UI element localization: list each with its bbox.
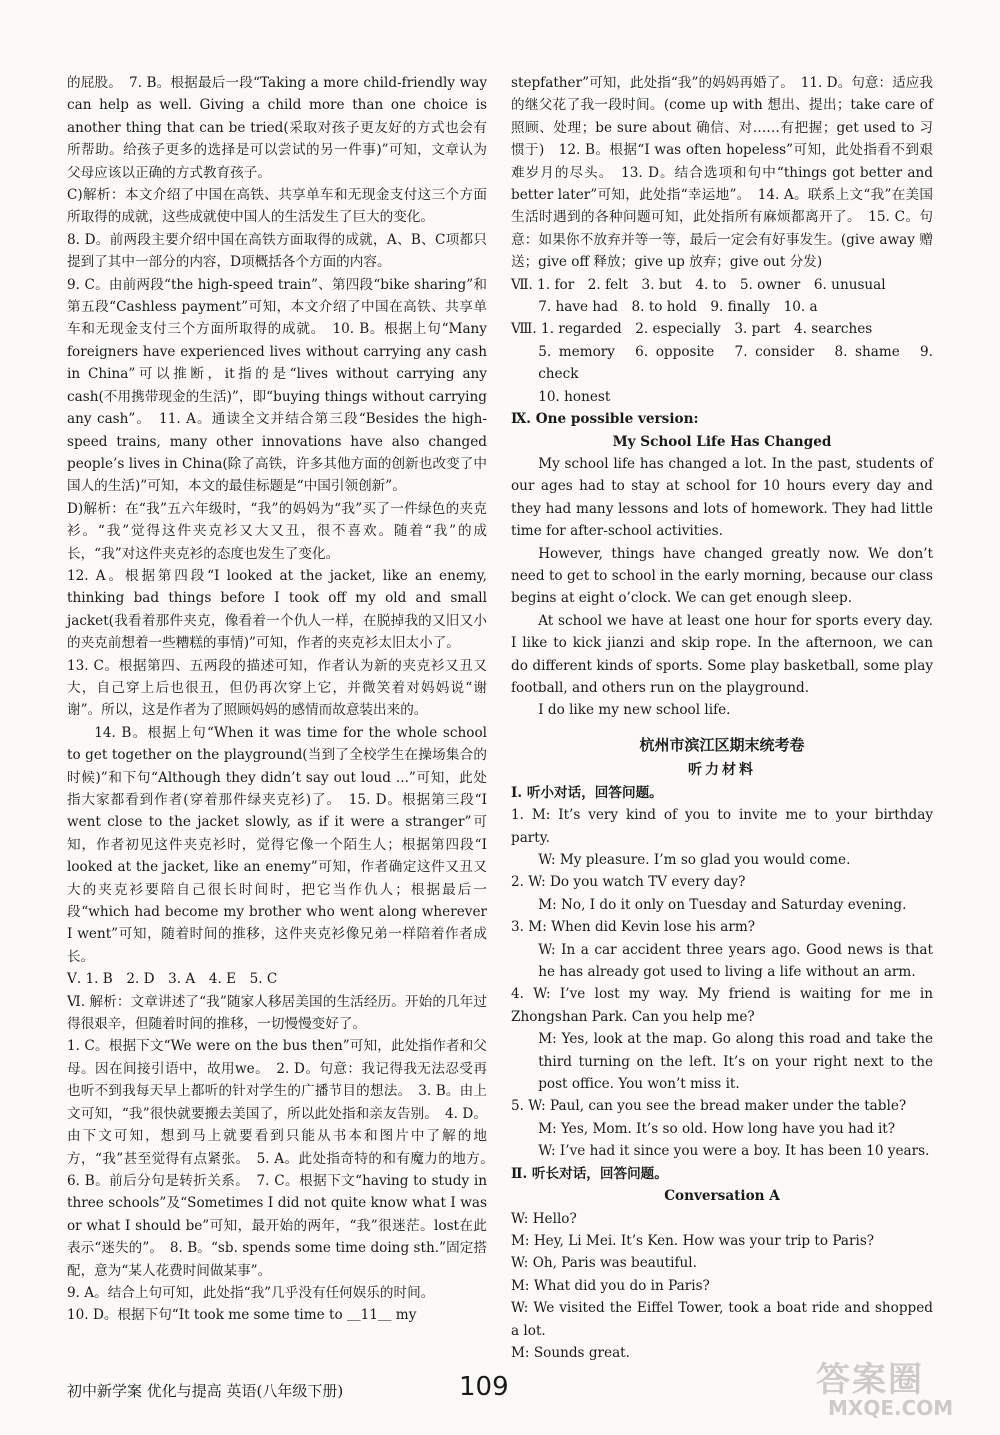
right-paragraph: 10. honest xyxy=(538,388,611,405)
book-title: 初中新学案 优化与提高 英语(八年级下册) xyxy=(67,1382,344,1400)
right-paragraph: W: Oh, Paris was beautiful. xyxy=(511,1255,697,1272)
left-paragraph: 的屁股。 7. B。根据最后一段“Taking a more child-friendly way can help as well. Giving a child more than one choice is another thing that can be tried(采取对孩子更友好的方式也会有所帮助。给孩子更多的选择是可以尝试的另一件事)”可知，文章认为父母应该以正确的方式教育孩子。 xyxy=(67,75,487,181)
watermark-text: 答案圈 xyxy=(816,1360,924,1400)
right-paragraph: 1. M: It’s very kind of you to invite me to your birthday party. xyxy=(511,807,933,846)
left-paragraph: 1. C。根据下文“We were on the bus then”可知，此处指作者和父母。因在间接引语中，故用we。 2. D。句意：我记得我无法忍受再也听不到我每天早上都听的针对学生的广播节目的想法。 3. B。由上文可知，“我”很快就要搬去美国了，所以此处指和亲友告别。 4. D。由下文可知，想到马上就要看到只能从书本和图片中了解的地方，“我”甚至觉得有点紧张。 5. A。此处指奇特的和有魔力的地方。 6. B。前后分句是转折关系。 7. C。根据下文“having to study in three schools”及“Sometimes I did not quite know what I was or what I should be”可知，最开始的两年，“我”很迷茫。lost在此表示“迷失的”。 8. B。“sb. spends some time doing sth.”固定搭配，意为“某人花费时间做某事”。 xyxy=(67,1038,501,1279)
left-paragraph: 13. C。根据第四、五两段的描述可知，作者认为新的夹克衫又丑又大，自己穿上后也很丑，但仍再次穿上它，并微笑着对妈妈说“谢谢”。所以，这是作者为了照顾妈妈的感情而故意装出来的。 xyxy=(67,657,487,719)
right-paragraph: My School Life Has Changed xyxy=(612,433,832,450)
right-paragraph: M: Sounds great. xyxy=(511,1344,630,1361)
watermark-logo xyxy=(808,1352,954,1422)
right-paragraph: Ⅸ. One possible version: xyxy=(511,411,699,428)
left-column xyxy=(67,72,501,1327)
right-paragraph: Ⅰ. 听小对话，回答问题。 xyxy=(511,784,663,801)
left-paragraph: Ⅴ. 1. B 2. D 3. A 4. E 5. C xyxy=(67,971,278,988)
right-paragraph: 2. W: Do you watch TV every day? xyxy=(511,874,746,891)
page-number: 109 xyxy=(459,1372,509,1402)
left-paragraph: 14. B。根据上句“When it was time for the whole school to get together on the playground(当到了全校学生在操场集合的时候)”和下句“Although they didn’t say out loud ...”可知，此处指大家都看到作者(穿着那件绿夹克衫)了。 15. D。根据第三段“I went close to the jacket slowly, as if it were a stranger”可知，作者初见这件夹克衫时，觉得它像一个陌生人；根据第四段“I looked at the jacket, like an enemy”可知，作者确定这件又丑又大的夹克衫要陪自己很长时间时，把它当作仇人；根据最后一段“which had become my brother who went along wherever I went”可知，随着时间的推移，这件夹克衫像兄弟一样陪着作者成长。 xyxy=(67,724,487,965)
right-paragraph: 4. W: I’ve lost my way. My friend is waiting for me in Zhongshan Park. Can you help me? xyxy=(511,986,933,1025)
right-paragraph: M: What did you do in Paris? xyxy=(511,1277,710,1294)
right-paragraph: W: Hello? xyxy=(511,1210,577,1227)
right-paragraph: W: I’ve had it since you were a boy. It has been 10 years. xyxy=(538,1143,930,1160)
right-paragraph: 3. M: When did Kevin lose his arm? xyxy=(511,919,756,936)
right-paragraph: W: We visited the Eiffel Tower, took a boat ride and shopped a lot. xyxy=(511,1300,933,1339)
right-paragraph: M: No, I do it only on Tuesday and Saturday evening. xyxy=(538,896,907,913)
right-paragraph: Ⅶ. 1. for 2. felt 3. but 4. to 5. owner 6. unusual xyxy=(511,276,886,293)
page-footer xyxy=(67,1372,937,1408)
right-paragraph: M: Hey, Li Mei. It’s Ken. How was your trip to Paris? xyxy=(511,1232,875,1249)
right-paragraph: Ⅷ. 1. regarded 2. especially 3. part 4. searches xyxy=(511,321,873,338)
left-paragraph: 9. A。结合上句可知，此处指“我”几乎没有任何娱乐的时间。 xyxy=(67,1284,435,1301)
left-paragraph: 8. D。前两段主要介绍中国在高铁方面取得的成就，A、B、C项都只提到了其中一部分的内容，D项概括各个方面的内容。 xyxy=(67,231,487,271)
right-paragraph: 听力材料 xyxy=(688,761,756,778)
left-paragraph: 9. C。由前两段“the high-speed train”、第四段“bike sharing”和第五段“Cashless payment”可知，本文介绍了中国在高铁、共享单车和无现金支付三个方面所取得的成就。 10. B。根据上句“Many foreigners have experienced lives without carrying any cash in China”可以推断，it指的是“lives without carrying any cash(不用携带现金的生活)”，即“buying things without carrying any cash”。 11. A。通读全文并结合第三段“Besides the high-speed trains, many other innovations have also changed people’s lives in China(除了高铁，许多其他方面的创新也改变了中国人的生活)”可知，本文的最佳标题是“中国引领创新”。 xyxy=(67,276,487,495)
right-paragraph: 7. have had 8. to hold 9. finally 10. a xyxy=(538,299,818,316)
right-paragraph: My school life has changed a lot. In the past, students of our ages had to stay at school for 10 hours every day and they had many lessons and lots of homework. They had little time for after-school activities. xyxy=(511,455,933,540)
right-paragraph: 5. W: Paul, can you see the bread maker under the table? xyxy=(511,1098,907,1115)
right-paragraph: stepfather”可知，此处指“我”的妈妈再婚了。 11. D。句意：适应我的继父花了我一段时间。(come up with 想出、提出；take care of 照顾、处理；be sure about 确信、对……有把握；get used to 习惯于) 12. B。根据“I was often hopeless”可知，此处指看不到艰难岁月的尽头。 13. D。结合选项和句中“things got better and better later”可知，此处指“幸运地”。 14. A。联系上文“我”在美国生活时遇到的各种问题可知，此处指所有麻烦都离开了。 15. C。句意：如果你不放弃并等一等，最后一定会有好事发生。(give away 赠送；give off 释放；give up 放弃；give out 分发) xyxy=(511,75,933,271)
left-paragraph: Ⅵ. 解析：文章讲述了“我”随家人移居美国的生活经历。开始的几年过得很艰辛，但随着时间的推移，一切慢慢变好了。 xyxy=(67,993,487,1033)
right-paragraph: 5. memory 6. opposite 7. consider 8. shame 9. check xyxy=(538,343,933,383)
right-paragraph: However, things have changed greatly now. We don’t need to get to school in the early morning, because our class begins at eight o’clock. We can get enough sleep. xyxy=(511,545,933,607)
right-paragraph: M: Yes, look at the map. Go along this road and take the third turning on the left. It’s on your right next to the post office. You won’t miss it. xyxy=(538,1031,933,1093)
left-paragraph: D)解析：在“我”五六年级时，“我”的妈妈为“我”买了一件绿色的夹克衫。“我”觉得这件夹克衫又大又丑，很不喜欢。随着“我”的成长，“我”对这件夹克衫的态度也发生了变化。 xyxy=(67,500,487,562)
left-paragraph: C)解析：本文介绍了中国在高铁、共享单车和无现金支付这三个方面所取得的成就，这些成就使中国人的生活发生了巨大的变化。 xyxy=(67,187,487,226)
right-paragraph: M: Yes, Mom. It’s so old. How long have you had it? xyxy=(538,1120,896,1137)
right-paragraph: W: My pleasure. I’m so glad you would come. xyxy=(538,852,851,868)
right-paragraph: I do like my new school life. xyxy=(538,702,731,719)
left-paragraph: 12. A。根据第四段“I looked at the jacket, like an enemy, thinking bad things before I took off my old and small jacket(我看着那件夹克，像看着一个仇人一样，在脱掉我的又旧又小的夹克前想着一些糟糕的事情)”可知，作者的夹克衫太旧太小了。 xyxy=(67,567,487,652)
right-column xyxy=(511,72,933,1364)
watermark-url: MXQE.COM xyxy=(828,1396,954,1420)
left-paragraph: 10. D。根据下句“It took me some time to ＿11＿ my xyxy=(67,1307,417,1324)
right-paragraph: 杭州市滨江区期末统考卷 xyxy=(639,735,805,754)
right-paragraph: Ⅱ. 听长对话，回答问题。 xyxy=(511,1165,668,1182)
right-paragraph: At school we have at least one hour for sports every day. I like to kick jianzi and skip rope. In the afternoon, we can do different kinds of sports. Some play basketball, some play football, and others run on the playground. xyxy=(511,612,933,696)
right-paragraph: W: In a car accident three years ago. Good news is that he has already got used to living a life without an arm. xyxy=(538,941,933,981)
right-paragraph: Conversation A xyxy=(664,1188,780,1205)
